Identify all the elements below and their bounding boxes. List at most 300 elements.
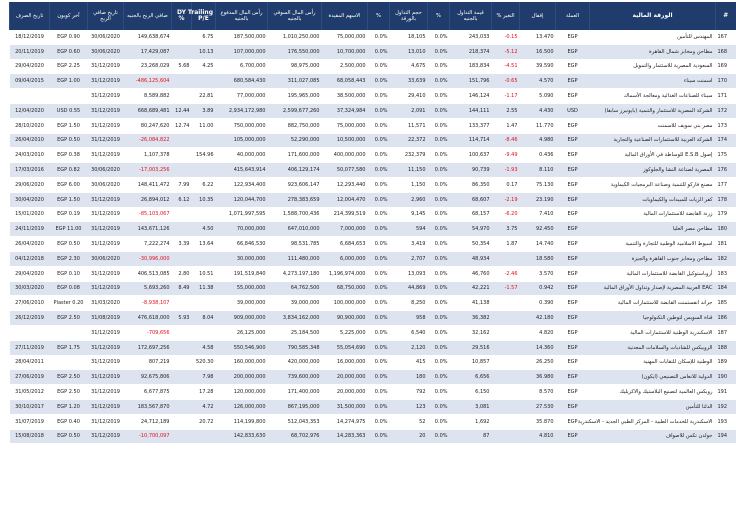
- header-profit-date[interactable]: تاريخ صافي الربح: [88, 2, 124, 30]
- header-last-coupon[interactable]: آخر كوبون: [50, 2, 88, 30]
- security-name-cell: الوطنية للإسكان للنقابات المهنية: [590, 355, 716, 370]
- dy-cell: [172, 222, 192, 237]
- header-trade-volume[interactable]: حجم التداول بالورقة: [390, 2, 428, 30]
- net-profit-cell: -8,938,107: [124, 296, 172, 311]
- security-name-cell: الدلتا للتأمين: [590, 399, 716, 414]
- security-name-cell: المهندس للتأمين: [590, 30, 716, 44]
- dy-cell: [172, 74, 192, 89]
- pct-cell: 0.0%: [428, 192, 450, 207]
- dy-cell: 6.12: [172, 192, 192, 207]
- security-name-cell: أروباستوكيل القابضة للاستثمارات المالية: [590, 266, 716, 281]
- trade-volume-cell: 52: [390, 414, 428, 429]
- header-dy[interactable]: DY %: [172, 2, 192, 30]
- change-cell: [492, 370, 520, 385]
- pe-cell: 10.35: [192, 192, 216, 207]
- pct2-cell: 0.0%: [368, 237, 390, 252]
- index-cell: 189: [716, 355, 736, 370]
- pe-cell: 8.04: [192, 311, 216, 326]
- pe-cell: 13.64: [192, 237, 216, 252]
- table-row[interactable]: [10, 207, 736, 222]
- market-cap-cell: 64,762,500: [268, 281, 322, 296]
- trade-value-cell: 100,637: [450, 148, 492, 163]
- trade-volume-cell: 180: [390, 370, 428, 385]
- index-cell: 171: [716, 89, 736, 104]
- table-row[interactable]: [10, 74, 736, 89]
- table-row[interactable]: [10, 163, 736, 178]
- net-profit-cell: 406,513,085: [124, 266, 172, 281]
- listed-shares-cell: 5,225,000: [322, 325, 368, 340]
- security-name-cell: الروبيكس للشاديات والسلامات المعدنية: [590, 340, 716, 355]
- listed-shares-cell: 55,054,690: [322, 340, 368, 355]
- trade-volume-cell: 33,639: [390, 74, 428, 89]
- table-row[interactable]: [10, 89, 736, 104]
- coupon-date-cell: 30/04/2020: [10, 192, 50, 207]
- change-cell: 2.55: [492, 103, 520, 118]
- profit-date-cell: 31/12/2019: [88, 414, 124, 429]
- pe-cell: 7.98: [192, 370, 216, 385]
- index-cell: 186: [716, 311, 736, 326]
- net-profit-cell: -85,103,067: [124, 207, 172, 222]
- table-row[interactable]: [10, 192, 736, 207]
- header-paid-capital[interactable]: رأس المال المدفوع بالجنيه: [216, 2, 268, 30]
- dy-cell: [172, 385, 192, 400]
- coupon-date-cell: 29/04/2020: [10, 59, 50, 74]
- table-row[interactable]: [10, 30, 736, 44]
- table-row[interactable]: [10, 222, 736, 237]
- dy-cell: [172, 251, 192, 266]
- security-name-cell: مطاحن مصر العليا: [590, 222, 716, 237]
- coupon-date-cell: 28/04/2011: [10, 355, 50, 370]
- market-cap-cell: 882,750,000: [268, 118, 322, 133]
- table-row[interactable]: [10, 370, 736, 385]
- stock-table-container: [9, 2, 729, 444]
- paid-capital-cell: 680,584,430: [216, 74, 268, 89]
- market-cap-cell: 1,010,250,000: [268, 30, 322, 44]
- net-profit-cell: 183,567,870: [124, 399, 172, 414]
- change-cell: -6.20: [492, 207, 520, 222]
- last-coupon-cell: EGP 2.25: [50, 59, 88, 74]
- trade-volume-cell: 1,150: [390, 177, 428, 192]
- coupon-date-cell: 30/10/2017: [10, 399, 50, 414]
- pct2-cell: 0.0%: [368, 103, 390, 118]
- index-cell: 176: [716, 163, 736, 178]
- listed-shares-cell: 14,274,975: [322, 414, 368, 429]
- security-name-cell: مصر بني سويف للاسمنت: [590, 118, 716, 133]
- trade-value-cell: 133,377: [450, 118, 492, 133]
- market-cap-cell: 98,975,000: [268, 59, 322, 74]
- pct2-cell: 0.0%: [368, 266, 390, 281]
- close-cell: 26.250: [520, 355, 556, 370]
- last-coupon-cell: [50, 89, 88, 104]
- pct-cell: 0.0%: [428, 370, 450, 385]
- pct2-cell: 0.0%: [368, 44, 390, 59]
- table-row[interactable]: [10, 266, 736, 281]
- last-coupon-cell: EGP 1.75: [50, 340, 88, 355]
- table-row[interactable]: [10, 103, 736, 118]
- last-coupon-cell: EGP 0.90: [50, 30, 88, 44]
- paid-capital-cell: 120,000,000: [216, 385, 268, 400]
- market-cap-cell: 406,129,174: [268, 163, 322, 178]
- currency-cell: EGP: [556, 118, 590, 133]
- paid-capital-cell: 415,643,914: [216, 163, 268, 178]
- security-name-cell: السعودية المصرية للاستثمار والتمويل: [590, 59, 716, 74]
- last-coupon-cell: USD 0.55: [50, 103, 88, 118]
- index-cell: 194: [716, 429, 736, 444]
- trade-value-cell: 183,834: [450, 59, 492, 74]
- close-cell: 42.180: [520, 311, 556, 326]
- index-cell: 190: [716, 370, 736, 385]
- header-change[interactable]: التغير %: [492, 2, 520, 30]
- security-name-cell: المصرية لصناعة النشا والجلوكوز: [590, 163, 716, 178]
- security-name-cell: الدولية للانعاس التصنيعي (ايكون): [590, 370, 716, 385]
- dy-cell: 12.74: [172, 118, 192, 133]
- net-profit-cell: 6,677,875: [124, 385, 172, 400]
- dy-cell: 3.39: [172, 237, 192, 252]
- last-coupon-cell: EGP 1.00: [50, 74, 88, 89]
- net-profit-cell: 80,247,620: [124, 118, 172, 133]
- pct2-cell: 0.0%: [368, 118, 390, 133]
- pe-cell: [192, 133, 216, 148]
- market-cap-cell: 512,043,353: [268, 414, 322, 429]
- trade-volume-cell: 2,960: [390, 192, 428, 207]
- trade-value-cell: 218,374: [450, 44, 492, 59]
- trade-value-cell: 50,354: [450, 237, 492, 252]
- listed-shares-cell: 12,004,470: [322, 192, 368, 207]
- profit-date-cell: 31/12/2019: [88, 133, 124, 148]
- header-currency[interactable]: العملة: [556, 2, 590, 30]
- trade-volume-cell: 3,419: [390, 237, 428, 252]
- pct2-cell: 0.0%: [368, 163, 390, 178]
- security-name-cell: إصول E.S.B للوساطة في الأوراق المالية: [590, 148, 716, 163]
- pct-cell: 0.0%: [428, 385, 450, 400]
- close-cell: 4.570: [520, 74, 556, 89]
- close-cell: 13.470: [520, 30, 556, 44]
- header-pct[interactable]: %: [428, 2, 450, 30]
- trade-value-cell: 10,857: [450, 355, 492, 370]
- trade-value-cell: 3,081: [450, 399, 492, 414]
- header-security-name[interactable]: الورقة المالية: [590, 2, 716, 30]
- currency-cell: EGP: [556, 74, 590, 89]
- coupon-date-cell: 18/12/2019: [10, 30, 50, 44]
- header-net-profit[interactable]: صافي الربح بالجنيه: [124, 2, 172, 30]
- trade-volume-cell: 22,372: [390, 133, 428, 148]
- pe-cell: 520.30: [192, 355, 216, 370]
- currency-cell: EGP: [556, 177, 590, 192]
- dy-cell: [172, 148, 192, 163]
- pe-cell: 6.22: [192, 177, 216, 192]
- close-cell: 27.530: [520, 399, 556, 414]
- close-cell: 0.436: [520, 148, 556, 163]
- trade-value-cell: 87: [450, 429, 492, 444]
- currency-cell: USD: [556, 103, 590, 118]
- security-name-cell: اسيوط الاسلامية الوطنية للتجارة والتنمية: [590, 237, 716, 252]
- index-cell: 187: [716, 325, 736, 340]
- paid-capital-cell: 66,846,530: [216, 237, 268, 252]
- header-market-cap[interactable]: رأس المال السوقي بالجنيه: [268, 2, 322, 30]
- paid-capital-cell: 114,199,800: [216, 414, 268, 429]
- trade-volume-cell: 20: [390, 429, 428, 444]
- market-cap-cell: 647,010,000: [268, 222, 322, 237]
- last-coupon-cell: EGP 0.19: [50, 207, 88, 222]
- listed-shares-cell: 1,196,974,000: [322, 266, 368, 281]
- pe-cell: 4.58: [192, 340, 216, 355]
- change-cell: [492, 251, 520, 266]
- last-coupon-cell: EGP 11.00: [50, 222, 88, 237]
- currency-cell: EGP: [556, 89, 590, 104]
- net-profit-cell: -709,656: [124, 325, 172, 340]
- index-cell: 179: [716, 207, 736, 222]
- paid-capital-cell: 107,000,000: [216, 44, 268, 59]
- last-coupon-cell: [50, 325, 88, 340]
- change-cell: [492, 340, 520, 355]
- pe-cell: [192, 74, 216, 89]
- security-name-cell: اسمنت سيناء: [590, 74, 716, 89]
- change-cell: -1.17: [492, 89, 520, 104]
- close-cell: 8.570: [520, 385, 556, 400]
- listed-shares-cell: 12,293,440: [322, 177, 368, 192]
- pct2-cell: 0.0%: [368, 399, 390, 414]
- trade-volume-cell: 232,379: [390, 148, 428, 163]
- coupon-date-cell: 17/03/2016: [10, 163, 50, 178]
- currency-cell: EGP: [556, 414, 590, 429]
- currency-cell: EGP: [556, 192, 590, 207]
- market-cap-cell: 4,273,197,180: [268, 266, 322, 281]
- paid-capital-cell: 1,071,997,595: [216, 207, 268, 222]
- coupon-date-cell: 12/04/2020: [10, 103, 50, 118]
- last-coupon-cell: EGP 0.38: [50, 148, 88, 163]
- pct2-cell: 0.0%: [368, 89, 390, 104]
- trade-volume-cell: 4,675: [390, 59, 428, 74]
- security-name-cell: مصنع فاركو للتنمية وصناعة البرمجيات الكيماوية: [590, 177, 716, 192]
- last-coupon-cell: EGP 0.10: [50, 266, 88, 281]
- table-row[interactable]: [10, 281, 736, 296]
- index-cell: 183: [716, 266, 736, 281]
- currency-cell: EGP: [556, 251, 590, 266]
- pe-cell: 20.72: [192, 414, 216, 429]
- profit-date-cell: 31/12/2019: [88, 429, 124, 444]
- close-cell: 11.770: [520, 118, 556, 133]
- coupon-date-cell: [10, 325, 50, 340]
- dy-cell: 8.49: [172, 281, 192, 296]
- trade-value-cell: 146,124: [450, 89, 492, 104]
- change-cell: 1.47: [492, 118, 520, 133]
- listed-shares-cell: 68,750,000: [322, 281, 368, 296]
- pe-cell: [192, 163, 216, 178]
- table-row[interactable]: [10, 429, 736, 444]
- market-cap-cell: 52,290,000: [268, 133, 322, 148]
- market-cap-cell: 311,027,085: [268, 74, 322, 89]
- header-listed-shares[interactable]: الاسهم المقيدة: [322, 2, 368, 30]
- profit-date-cell: 31/12/2019: [88, 103, 124, 118]
- pct-cell: 0.0%: [428, 89, 450, 104]
- table-row[interactable]: [10, 251, 736, 266]
- header-index[interactable]: #: [716, 2, 736, 30]
- paid-capital-cell: 26,125,000: [216, 325, 268, 340]
- listed-shares-cell: 400,000,000: [322, 148, 368, 163]
- index-cell: 184: [716, 281, 736, 296]
- listed-shares-cell: 37,324,984: [322, 103, 368, 118]
- trade-volume-cell: 2,091: [390, 103, 428, 118]
- last-coupon-cell: EGP 2.30: [50, 251, 88, 266]
- close-cell: 14.360: [520, 340, 556, 355]
- net-profit-cell: 143,671,126: [124, 222, 172, 237]
- coupon-date-cell: 31/07/2019: [10, 414, 50, 429]
- last-coupon-cell: EGP 1.50: [50, 118, 88, 133]
- pct-cell: 0.0%: [428, 325, 450, 340]
- table-row[interactable]: [10, 414, 736, 429]
- coupon-date-cell: 29/04/2020: [10, 266, 50, 281]
- market-cap-cell: 68,702,976: [268, 429, 322, 444]
- pct2-cell: 0.0%: [368, 325, 390, 340]
- close-cell: 4.810: [520, 429, 556, 444]
- pct2-cell: 0.0%: [368, 133, 390, 148]
- listed-shares-cell: 75,000,000: [322, 118, 368, 133]
- header-coupon-date[interactable]: تاريخ الصرف: [10, 2, 50, 30]
- paid-capital-cell: 40,000,000: [216, 148, 268, 163]
- net-profit-cell: 5,693,260: [124, 281, 172, 296]
- close-cell: 35.870: [520, 414, 556, 429]
- net-profit-cell: 476,618,000: [124, 311, 172, 326]
- table-row[interactable]: [10, 311, 736, 326]
- market-cap-cell: 3,834,162,000: [268, 311, 322, 326]
- change-cell: -1.57: [492, 281, 520, 296]
- trade-volume-cell: 2,120: [390, 340, 428, 355]
- pe-cell: [192, 207, 216, 222]
- market-cap-cell: 1,588,700,436: [268, 207, 322, 222]
- stock-table: [9, 2, 736, 444]
- currency-cell: EGP: [556, 385, 590, 400]
- dy-cell: [172, 355, 192, 370]
- listed-shares-cell: 38,500,000: [322, 89, 368, 104]
- table-row[interactable]: [10, 340, 736, 355]
- trade-value-cell: 114,714: [450, 133, 492, 148]
- table-row[interactable]: [10, 59, 736, 74]
- last-coupon-cell: EGP 2.50: [50, 385, 88, 400]
- pe-cell: 4.72: [192, 399, 216, 414]
- security-name-cell: الاسكندرية للخدمات الطبية - المركز الطبي الجديد - الاسكندرية: [590, 414, 716, 429]
- table-row[interactable]: [10, 399, 736, 414]
- dy-cell: [172, 370, 192, 385]
- change-cell: [492, 325, 520, 340]
- header-close[interactable]: إقفال: [520, 2, 556, 30]
- pct2-cell: 0.0%: [368, 340, 390, 355]
- coupon-date-cell: 27/06/2010: [10, 296, 50, 311]
- pct-cell: 0.0%: [428, 222, 450, 237]
- trade-value-cell: 29,516: [450, 340, 492, 355]
- change-cell: [492, 399, 520, 414]
- coupon-date-cell: [10, 89, 50, 104]
- table-row[interactable]: [10, 325, 736, 340]
- trade-volume-cell: 13,010: [390, 44, 428, 59]
- net-profit-cell: -10,700,097: [124, 429, 172, 444]
- dy-cell: 5.68: [172, 59, 192, 74]
- table-row[interactable]: [10, 385, 736, 400]
- market-cap-cell: 278,383,659: [268, 192, 322, 207]
- pct2-cell: 0.0%: [368, 74, 390, 89]
- market-cap-cell: 739,600,000: [268, 370, 322, 385]
- profit-date-cell: 30/06/2020: [88, 44, 124, 59]
- listed-shares-cell: 50,077,580: [322, 163, 368, 178]
- table-header-row: [10, 2, 736, 30]
- index-cell: 182: [716, 251, 736, 266]
- trade-volume-cell: 11,150: [390, 163, 428, 178]
- pct2-cell: 0.0%: [368, 30, 390, 44]
- net-profit-cell: 668,689,481: [124, 103, 172, 118]
- paid-capital-cell: 126,000,000: [216, 399, 268, 414]
- currency-cell: EGP: [556, 266, 590, 281]
- dy-cell: [172, 296, 192, 311]
- table-row[interactable]: [10, 237, 736, 252]
- profit-date-cell: 31/12/2019: [88, 281, 124, 296]
- currency-cell: EGP: [556, 237, 590, 252]
- index-cell: 181: [716, 237, 736, 252]
- change-cell: -8.46: [492, 133, 520, 148]
- profit-date-cell: 31/12/2019: [88, 222, 124, 237]
- market-cap-cell: 867,195,000: [268, 399, 322, 414]
- header-trade-value[interactable]: قيمة التداول بالجنيه: [450, 2, 492, 30]
- table-row[interactable]: [10, 148, 736, 163]
- pct2-cell: 0.0%: [368, 370, 390, 385]
- trade-volume-cell: 44,869: [390, 281, 428, 296]
- trade-value-cell: 41,138: [450, 296, 492, 311]
- trade-volume-cell: 9,145: [390, 207, 428, 222]
- change-cell: -2.46: [492, 266, 520, 281]
- dy-cell: [172, 325, 192, 340]
- header-pe[interactable]: Trailing P/E: [192, 2, 216, 30]
- pct-cell: 0.0%: [428, 237, 450, 252]
- profit-date-cell: 31/12/2019: [88, 192, 124, 207]
- currency-cell: EGP: [556, 44, 590, 59]
- net-profit-cell: 17,429,087: [124, 44, 172, 59]
- profit-date-cell: 31/12/2019: [88, 370, 124, 385]
- paid-capital-cell: 160,000,000: [216, 355, 268, 370]
- close-cell: 18.580: [520, 251, 556, 266]
- pct-cell: 0.0%: [428, 133, 450, 148]
- change-cell: -9.49: [492, 148, 520, 163]
- table-row[interactable]: [10, 177, 736, 192]
- paid-capital-cell: 2,934,172,980: [216, 103, 268, 118]
- listed-shares-cell: 100,000,000: [322, 296, 368, 311]
- dy-cell: [172, 133, 192, 148]
- pct-cell: 0.0%: [428, 103, 450, 118]
- pct2-cell: 0.0%: [368, 192, 390, 207]
- listed-shares-cell: 31,500,000: [322, 399, 368, 414]
- table-row[interactable]: [10, 296, 736, 311]
- coupon-date-cell: 24/11/2019: [10, 222, 50, 237]
- table-row[interactable]: [10, 44, 736, 59]
- table-row[interactable]: [10, 133, 736, 148]
- close-cell: 0.390: [520, 296, 556, 311]
- pe-cell: [192, 251, 216, 266]
- profit-date-cell: 31/12/2019: [88, 325, 124, 340]
- table-row[interactable]: [10, 355, 736, 370]
- paid-capital-cell: 191,519,840: [216, 266, 268, 281]
- security-name-cell: سيناء للصناعات الغذائية ومعالجة الأسماك: [590, 89, 716, 104]
- net-profit-cell: 24,712,189: [124, 414, 172, 429]
- header-pct2[interactable]: %: [368, 2, 390, 30]
- change-cell: 0.17: [492, 177, 520, 192]
- change-cell: [492, 355, 520, 370]
- last-coupon-cell: EGP 0.08: [50, 281, 88, 296]
- listed-shares-cell: 20,000,000: [322, 385, 368, 400]
- last-coupon-cell: EGP 0.60: [50, 44, 88, 59]
- table-row[interactable]: [10, 118, 736, 133]
- close-cell: 4.980: [520, 133, 556, 148]
- profit-date-cell: 31/12/2019: [88, 399, 124, 414]
- pe-cell: 11.00: [192, 118, 216, 133]
- paid-capital-cell: 550,546,900: [216, 340, 268, 355]
- pct-cell: 0.0%: [428, 30, 450, 44]
